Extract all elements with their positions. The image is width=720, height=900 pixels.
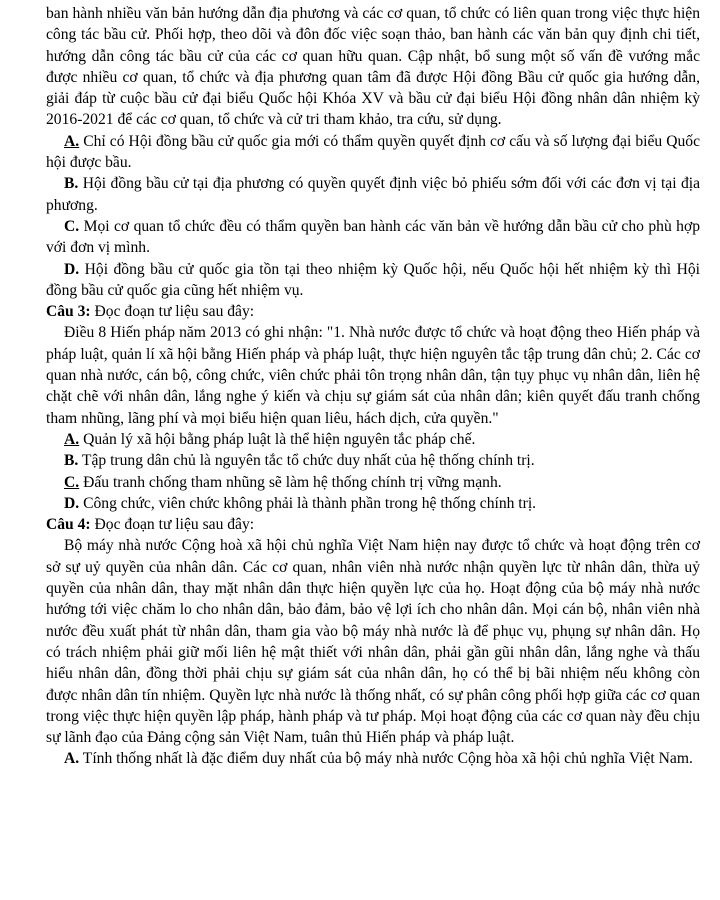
q3-option-d <box>46 493 700 514</box>
option-letter: D. <box>64 494 80 512</box>
option-letter: A. <box>64 750 80 768</box>
question-label: Câu 3: <box>46 303 91 321</box>
option-text: Quản lý xã hội bằng pháp luật là thể hiện nguyên tắc pháp chế. <box>79 430 476 448</box>
q2-option-c <box>46 216 700 259</box>
option-letter: C. <box>64 473 80 491</box>
q3-passage: Điều 8 Hiến pháp năm 2013 có ghi nhận: "1. Nhà nước được tổ chức và hoạt động theo Hiến pháp và pháp luật, quản lí xã hội bằng Hiến pháp và pháp luật, thực hiện nguyên tắc tập trung dân chủ; 2. Các cơ quan nhà nước, cán bộ, công chức, viên chức phải tôn trọng nhân dân, tận tụy phục vụ nhân dân, liên hệ chặt chẽ với nhân dân, lắng nghe ý kiến và chịu sự giám sát của nhân dân; kiên quyết đấu tranh chống tham nhũng, lãng phí và mọi biểu hiện quan liêu, hách dịch, cửa quyền." <box>46 324 700 427</box>
question-prompt: Đọc đoạn tư liệu sau đây: <box>90 303 255 321</box>
option-text: Tập trung dân chủ là nguyên tắc tổ chức duy nhất của hệ thống chính trị. <box>78 452 535 470</box>
intro-paragraph: ban hành nhiều văn bản hướng dẫn địa phương và các cơ quan, tổ chức có liên quan trong việc thực hiện công tác bầu cử. Phối hợp, theo dõi và đôn đốc việc soạn thảo, ban hành các văn bản quy định chi tiết, hướng dẫn công tác bầu cử của các cơ quan hữu quan. Cập nhật, bổ sung một số vấn đề vướng mắc được nhiều cơ quan, tổ chức và địa phương quan tâm đã được Hội đồng Bầu cử quốc gia hướng dẫn, giải đáp từ cuộc bầu cử đại biểu Quốc hội Khóa XV và bầu cử đại biểu Hội đồng nhân dân nhiệm kỳ 2016-2021 để các cơ quan, tổ chức và cử tri tham khảo, tra cứu, sử dụng. <box>46 5 700 129</box>
option-letter: D. <box>64 260 80 278</box>
q3-option-c <box>46 472 700 493</box>
q3-heading <box>46 301 700 322</box>
option-text: Hội đồng bầu cử tại địa phương có quyền quyết định việc bỏ phiếu sớm đối với các đơn vị tại địa phương. <box>46 175 700 214</box>
q4-heading <box>46 514 700 535</box>
q4-option-a <box>46 748 700 769</box>
option-letter: A. <box>64 132 80 150</box>
option-letter: B. <box>64 452 79 470</box>
question-prompt: Đọc đoạn tư liệu sau đây: <box>90 516 255 534</box>
q2-option-d <box>46 259 700 302</box>
option-letter: A. <box>64 430 80 448</box>
q3-option-a <box>46 429 700 450</box>
q2-option-b <box>46 173 700 216</box>
q3-option-b <box>46 450 700 471</box>
option-text: Chỉ có Hội đồng bầu cử quốc gia mới có thẩm quyền quyết định cơ cấu và số lượng đại biểu Quốc hội được bầu. <box>46 132 700 172</box>
q2-option-a <box>46 131 700 174</box>
question-label: Câu 4: <box>46 516 91 534</box>
option-text: Mọi cơ quan tổ chức đều có thẩm quyền ban hành các văn bản về hướng dẫn bầu cử cho phù hợp với đơn vị mình. <box>46 217 700 257</box>
option-text: Công chức, viên chức không phải là thành phần trong hệ thống chính trị. <box>79 494 537 512</box>
option-text: Đấu tranh chống tham nhũng sẽ làm hệ thống chính trị vững mạnh. <box>79 473 502 491</box>
option-text: Hội đồng bầu cử quốc gia tồn tại theo nhiệm kỳ Quốc hội, nếu Quốc hội hết nhiệm kỳ thì Hội đồng bầu cử quốc gia cũng hết nhiệm vụ. <box>46 260 700 299</box>
option-text: Tính thống nhất là đặc điểm duy nhất của bộ máy nhà nước Cộng hòa xã hội chủ nghĩa Việt Nam. <box>79 750 693 768</box>
option-letter: C. <box>64 217 80 235</box>
option-letter: B. <box>64 175 79 193</box>
q4-passage: Bộ máy nhà nước Cộng hoà xã hội chủ nghĩa Việt Nam hiện nay được tổ chức và hoạt động trên cơ sở sự uỷ quyền của nhân dân. Các cơ quan, nhân viên nhà nước nhận quyền lực từ nhân dân, thừa uỷ quyền của nhân dân, thay mặt nhân dân thực hiện quyền lực của họ. Hoạt động của bộ máy nhà nước hướng tới việc chăm lo cho nhân dân, bảo đảm, bảo vệ lợi ích cho nhân dân. Mọi cán bộ, nhân viên nhà nước đều xuất phát từ nhân dân, tham gia vào bộ máy nhà nước là để phục vụ, phụng sự nhân dân. Họ có trách nhiệm phải giữ mối liên hệ mật thiết với nhân dân, phải gần gũi nhân dân, lắng nghe và thấu hiểu nhân dân, đồng thời phải chịu sự giám sát của nhân dân, họ có thể bị bãi nhiệm nếu không còn được nhân dân tín nhiệm. Quyền lực nhà nước là thống nhất, có sự phân công phối hợp giữa các cơ quan trong việc thực hiện quyền lập pháp, hành pháp và tư pháp. Mọi hoạt động của các cơ quan này đều chịu sự lãnh đạo của Đảng cộng sản Việt Nam, tuân thủ Hiến pháp và pháp luật. <box>46 537 700 747</box>
